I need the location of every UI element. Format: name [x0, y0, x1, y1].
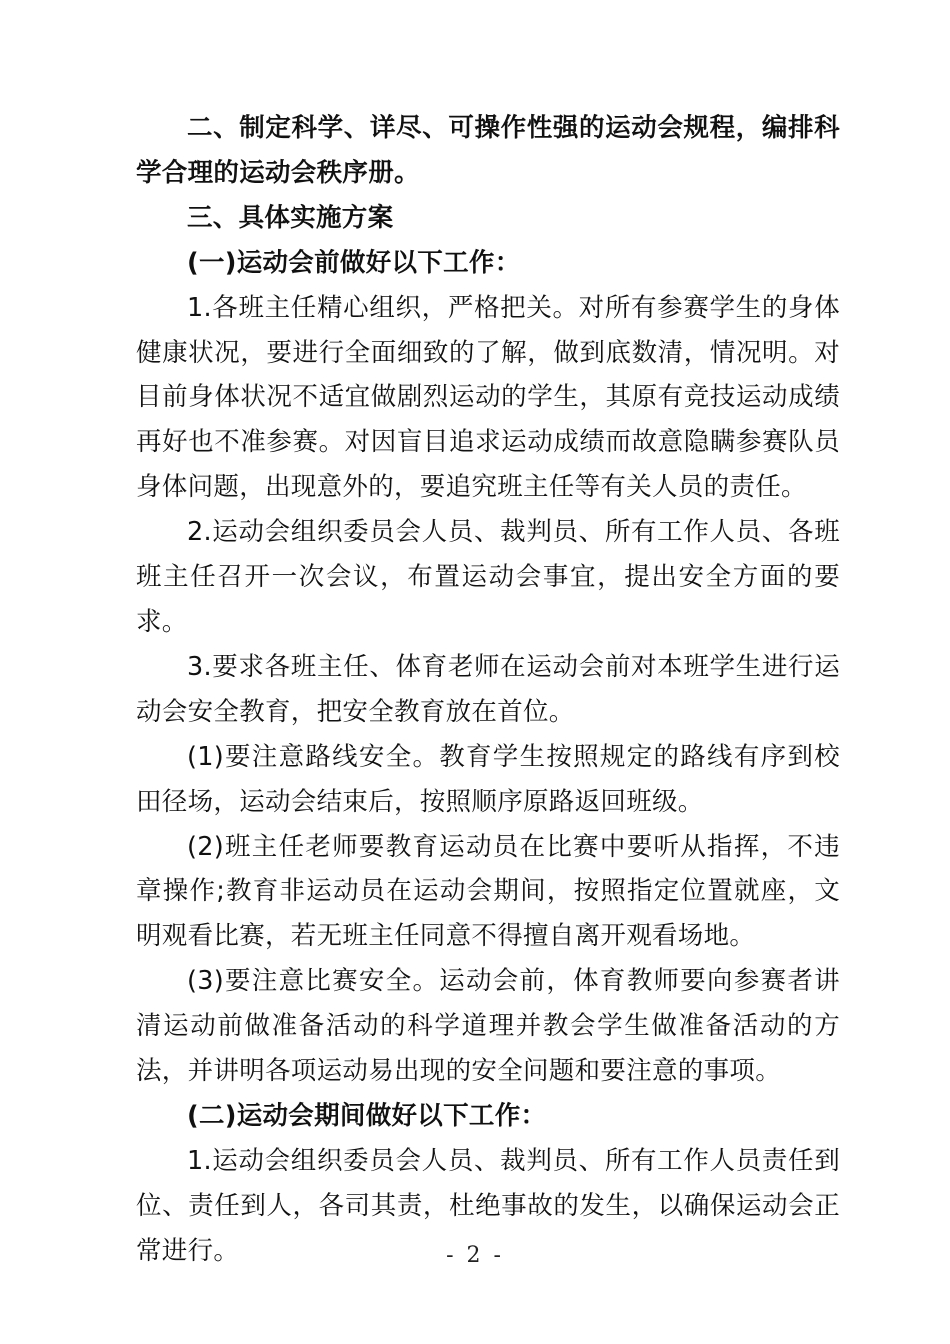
paragraph: (3)要注意比赛安全。运动会前，体育教师要向参赛者讲清运动前做准备活动的科学道理并教会学生做准备活动的方法，并讲明各项运动易出现的安全问题和要注意的事项。: [136, 966, 840, 1087]
document-body: [136, 106, 840, 1274]
page-number: - 2 -: [446, 1243, 504, 1268]
subsection-heading-1: (一)运动会前做好以下工作：: [187, 247, 521, 278]
paragraph: 1.运动会组织委员会人员、裁判员、所有工作人员责任到位、责任到人，各司其责，杜绝事故的发生，以确保运动会正常进行。: [136, 1145, 840, 1266]
paragraph: 1.各班主任精心组织，严格把关。对所有参赛学生的身体健康状况，要进行全面细致的了解，做到底数清，情况明。对目前身体状况不适宜做剧烈运动的学生，其原有竞技运动成绩再好也不准参赛。对因盲目追求运动成绩而故意隐瞒参赛队员身体问题，出现意外的，要追究班主任等有关人员的责任。: [136, 292, 840, 503]
paragraph: (2)班主任老师要教育运动员在比赛中要听从指挥，不违章操作;教育非运动员在运动会期间，按照指定位置就座，文明观看比赛，若无班主任同意不得擅自离开观看场地。: [136, 831, 840, 952]
section-heading-2: 二、制定科学、详尽、可操作性强的运动会规程，编排科学合理的运动会秩序册。: [136, 113, 840, 188]
paragraph: (1)要注意路线安全。教育学生按照规定的路线有序到校田径场，运动会结束后，按照顺序原路返回班级。: [136, 741, 840, 817]
paragraph: 2.运动会组织委员会人员、裁判员、所有工作人员、各班班主任召开一次会议，布置运动会事宜，提出安全方面的要求。: [136, 517, 840, 637]
section-heading-3: 三、具体实施方案: [187, 202, 394, 233]
subsection-heading-2: (二)运动会期间做好以下工作：: [187, 1100, 547, 1131]
paragraph: 3.要求各班主任、体育老师在运动会前对本班学生进行运动会安全教育，把安全教育放在首位。: [136, 651, 840, 727]
